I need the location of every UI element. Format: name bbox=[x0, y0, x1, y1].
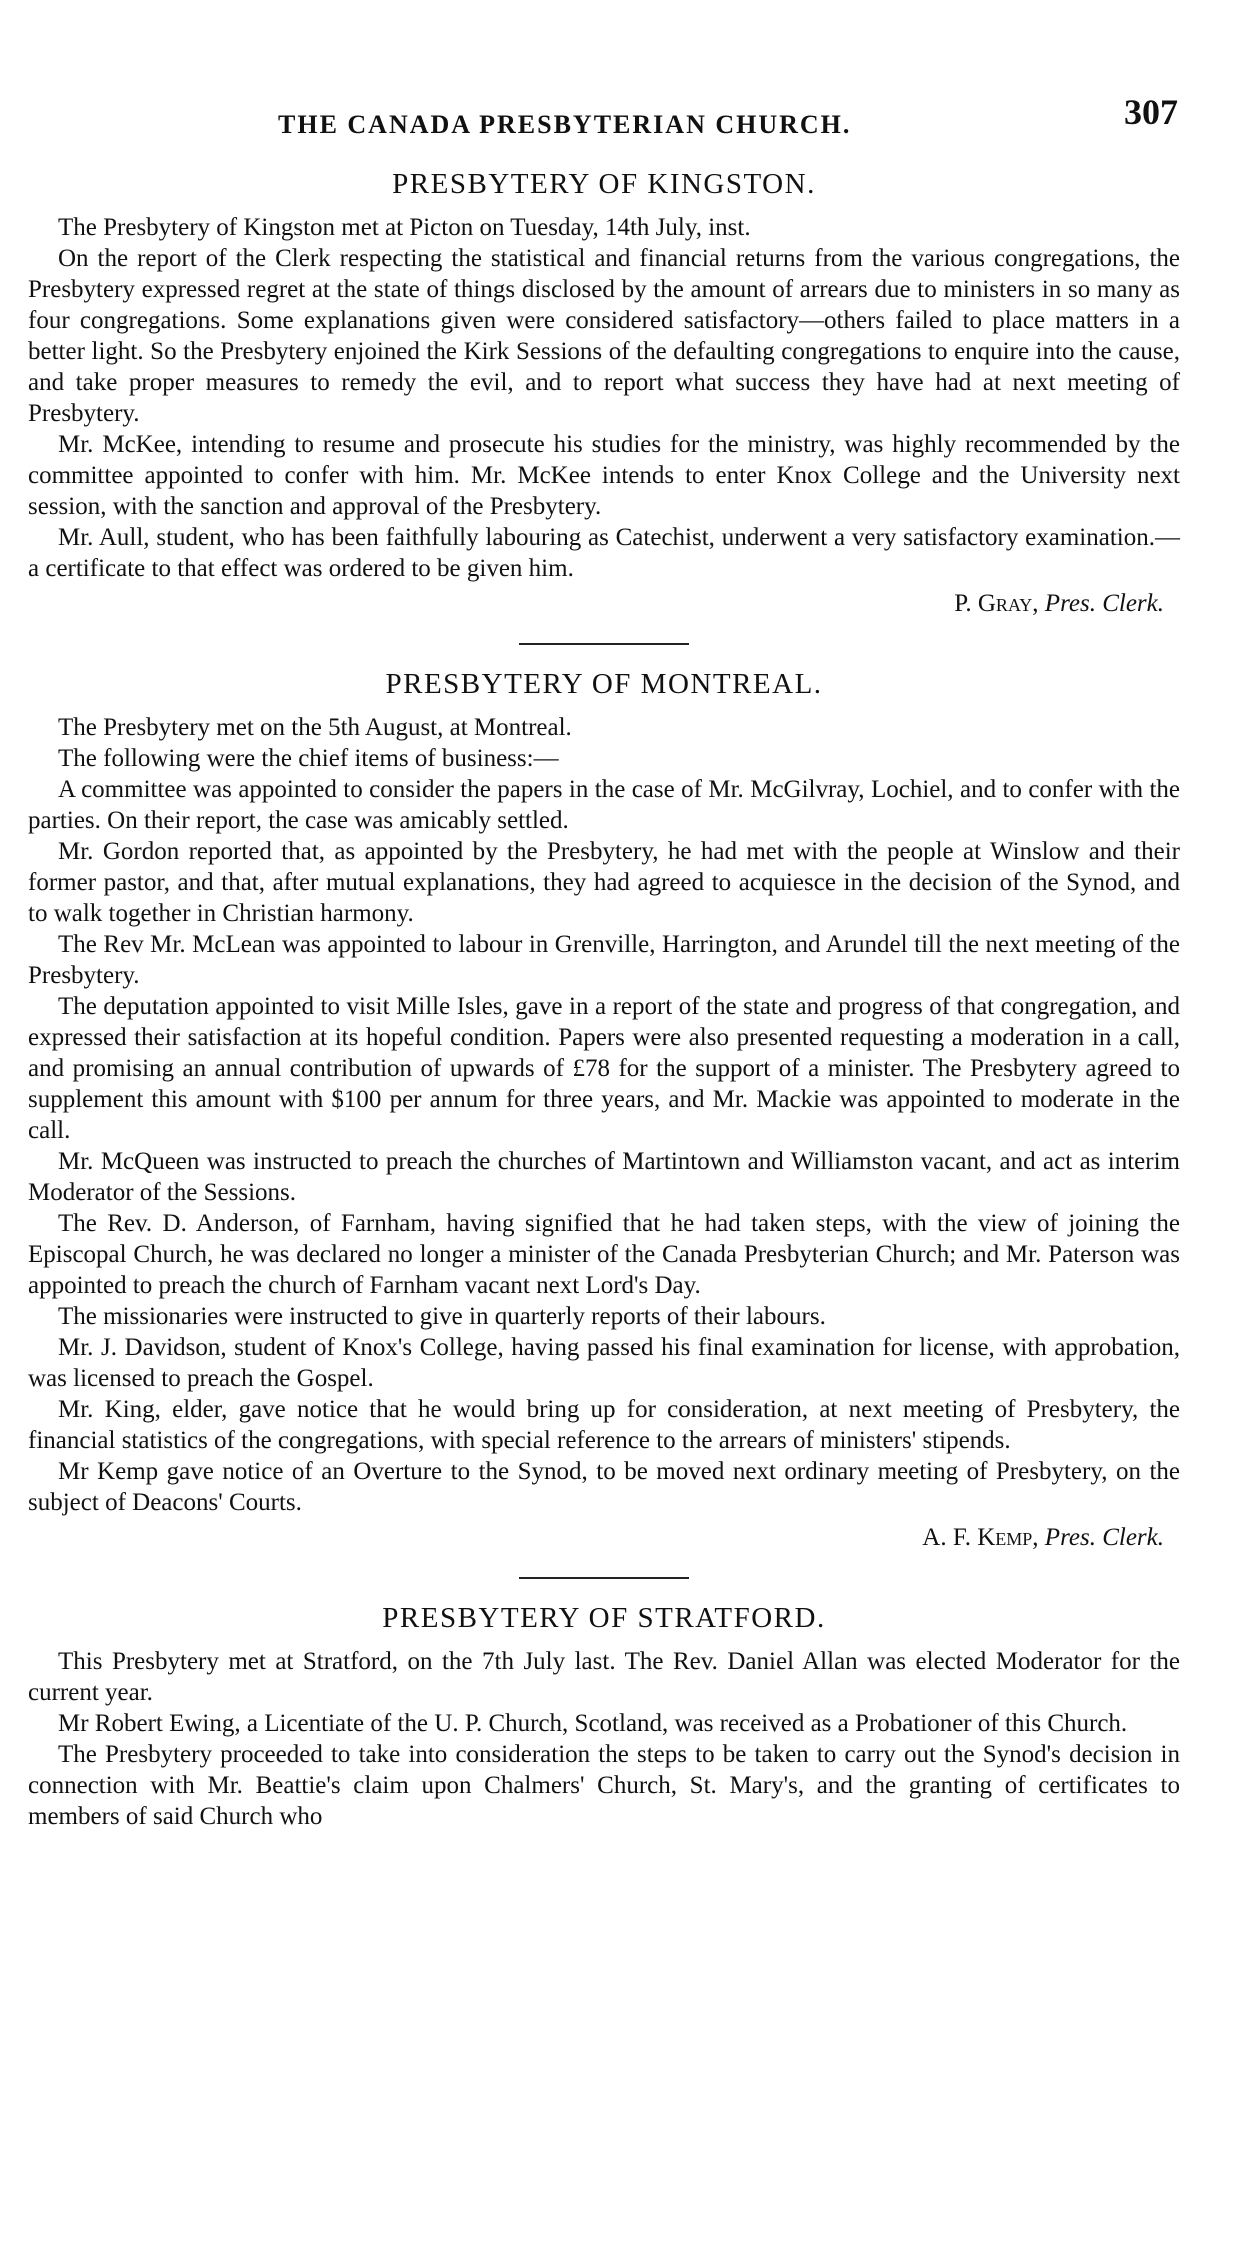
paragraph: This Presbytery met at Stratford, on the 7th July last. The Rev. Daniel Allan was elected Moderator for the current year. bbox=[28, 1648, 1180, 1706]
paragraph: Mr. J. Davidson, student of Knox's College, having passed his final examination for license, with approbation, was licensed to preach the Gospel. bbox=[28, 1334, 1180, 1392]
paragraph: The deputation appointed to visit Mille Isles, gave in a report of the state and progress of that congregation, and expressed their satisfaction at its hopeful condition. Papers were also presented requesting a moderation in a call, and promising an annual contribution of upwards of £78 for the support of a minister. The Presbytery agreed to supplement this amount with $100 per annum for three years, and Mr. Mackie was appointed to moderate in the call. bbox=[28, 993, 1180, 1144]
section-title: PRESBYTERY OF STRATFORD. bbox=[382, 1602, 826, 1634]
section-montreal bbox=[28, 669, 1180, 1553]
paragraph: The Rev Mr. McLean was appointed to labour in Grenville, Harrington, and Arundel till the next meeting of the Presbytery. bbox=[28, 931, 1180, 989]
paragraph: Mr. McKee, intending to resume and prosecute his studies for the ministry, was highly recommended by the committee appointed to confer with him. Mr. McKee intends to enter Knox College and the University next session, with the sanction and approval of the Presbytery. bbox=[28, 431, 1180, 520]
paragraph: A committee was appointed to consider the papers in the case of Mr. McGilvray, Lochiel, and to confer with the parties. On their report, the case was amicably settled. bbox=[28, 776, 1180, 834]
section-stratford bbox=[28, 1603, 1180, 1832]
section-kingston bbox=[28, 169, 1180, 619]
signature-name: A. F. Kemp, bbox=[922, 1524, 1039, 1551]
paragraph: The Presbytery of Kingston met at Picton on Tuesday, 14th July, inst. bbox=[58, 214, 751, 241]
signature-name: P. Gray, bbox=[954, 590, 1039, 617]
section-divider bbox=[519, 1577, 689, 1579]
paragraph: The Presbytery met on the 5th August, at Montreal. bbox=[58, 714, 572, 741]
signature bbox=[28, 588, 1164, 619]
paragraph: Mr. McQueen was instructed to preach the churches of Martintown and Williamston vacant, and act as interim Moderator of the Sessions. bbox=[28, 1148, 1180, 1206]
signature-title: Pres. Clerk. bbox=[1044, 590, 1164, 617]
paragraph: The following were the chief items of business:— bbox=[58, 745, 559, 772]
paragraph: Mr Kemp gave notice of an Overture to the Synod, to be moved next ordinary meeting of Presbytery, on the subject of Deacons' Courts. bbox=[28, 1458, 1180, 1516]
section-divider bbox=[519, 643, 689, 645]
paragraph: The Presbytery proceeded to take into consideration the steps to be taken to carry out the Synod's decision in connection with Mr. Beattie's claim upon Chalmers' Church, St. Mary's, and the granting of certificates to members of said Church who bbox=[28, 1741, 1180, 1830]
paragraph: Mr. Gordon reported that, as appointed by the Presbytery, he had met with the people at Winslow and their former pastor, and that, after mutual explanations, they had agreed to acquiesce in the decision of the Synod, and to walk together in Christian harmony. bbox=[28, 838, 1180, 927]
signature-title: Pres. Clerk. bbox=[1044, 1524, 1164, 1551]
paragraph: On the report of the Clerk respecting the statistical and financial returns from the various congregations, the Presbytery expressed regret at the state of things disclosed by the amount of arrears due to ministers in so many as four congregations. Some explanations given were considered satisfactory—others failed to place matters in a better light. So the Presbytery enjoined the Kirk Sessions of the defaulting congregations to enquire into the cause, and take proper measures to remedy the evil, and to report what success they have had at next meeting of Presbytery. bbox=[28, 245, 1180, 427]
running-header bbox=[28, 92, 1180, 141]
paragraph: Mr. Aull, student, who has been faithfully labouring as Catechist, underwent a very satisfactory examination.—a certificate to that effect was ordered to be given him. bbox=[28, 524, 1180, 582]
page-number: 307 bbox=[1124, 92, 1178, 132]
running-title: THE CANADA PRESBYTERIAN CHURCH. bbox=[278, 110, 852, 139]
section-title: PRESBYTERY OF MONTREAL. bbox=[385, 668, 823, 700]
paragraph: Mr. King, elder, gave notice that he would bring up for consideration, at next meeting of Presbytery, the financial statistics of the congregations, with special reference to the arrears of ministers' stipends. bbox=[28, 1396, 1180, 1454]
signature bbox=[28, 1522, 1164, 1553]
paragraph: The missionaries were instructed to give in quarterly reports of their labours. bbox=[58, 1303, 826, 1330]
section-title: PRESBYTERY OF KINGSTON. bbox=[392, 168, 816, 200]
paragraph: The Rev. D. Anderson, of Farnham, having signified that he had taken steps, with the view of joining the Episcopal Church, he was declared no longer a minister of the Canada Presbyterian Church; and Mr. Paterson was appointed to preach the church of Farnham vacant next Lord's Day. bbox=[28, 1210, 1180, 1299]
document-page bbox=[28, 92, 1180, 1832]
paragraph: Mr Robert Ewing, a Licentiate of the U. P. Church, Scotland, was received as a Probationer of this Church. bbox=[58, 1710, 1128, 1737]
